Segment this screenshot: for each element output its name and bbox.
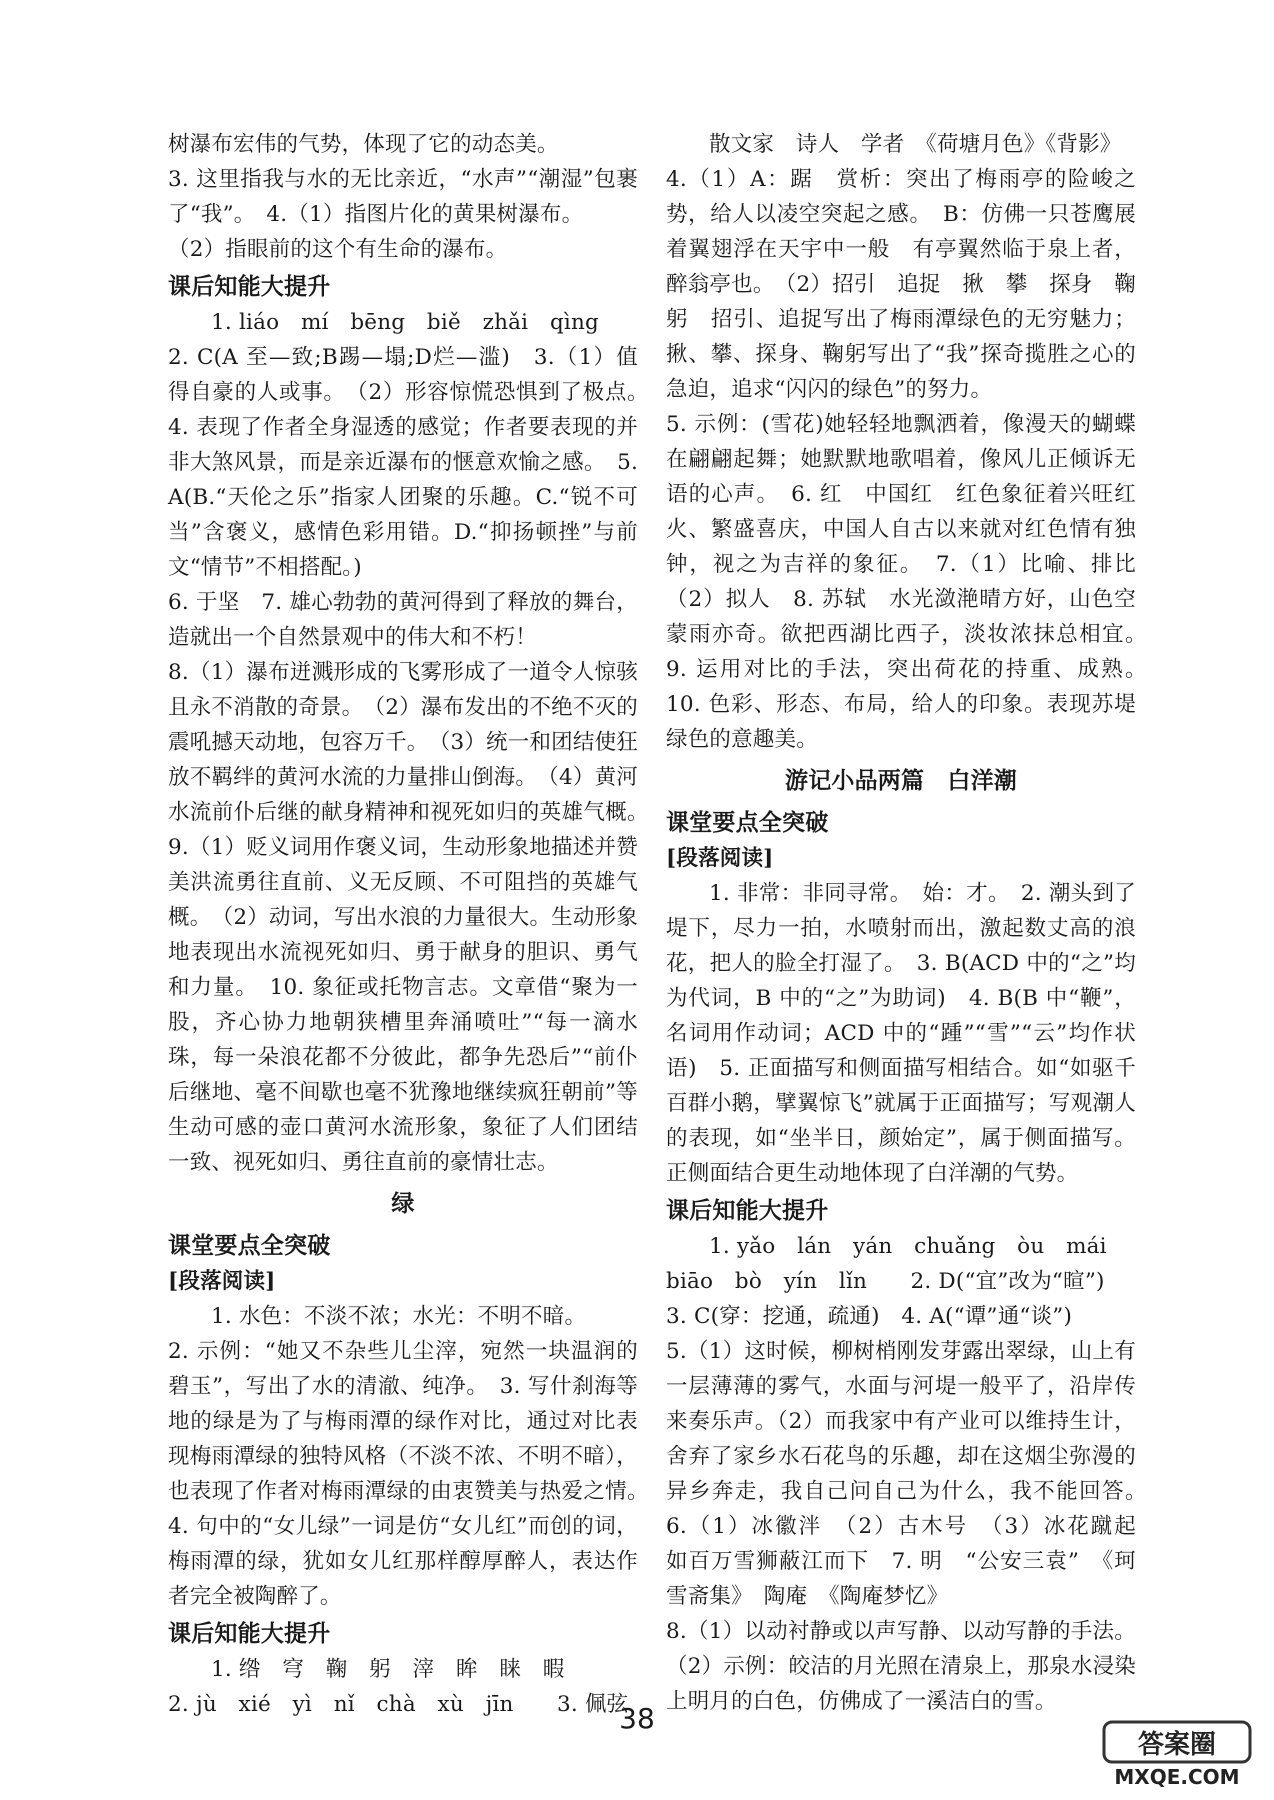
page-number: 38 bbox=[619, 1702, 655, 1735]
answer-paragraph: 3. 这里指我与水的无比亲近，“水声”“潮湿”包裹了“我”。 4.（1）指图片化的黄果树瀑布。 bbox=[168, 167, 638, 227]
section-heading: 课后知能大提升 bbox=[666, 1198, 829, 1224]
answer-paragraph: 1. 绺 穹 鞠 躬 滓 眸 睐 暇 bbox=[211, 1657, 565, 1682]
answer-paragraph: biāo bò yín lǐn 2. D(“宜”改为“暄”) bbox=[666, 1269, 1105, 1294]
answer-paragraph: 4.（1）A：踞 赏析：突出了梅雨亭的险峻之势，给人以凌空突起之感。 B：仿佛一只苍鹰展着翼翅浮在天宇中一般 有亭翼然临于泉上者，醉翁亭也。 （2）招引 追捉 揪 攀 探身 鞠躬 招引、追捉写出了梅雨潭绿色的无穷魅力；揪、攀、探身、鞠躬写出了“我”探奇揽胜之心的急迫，追求“闪闪的绿色”的努力。 bbox=[666, 167, 1136, 402]
answer-paragraph: 2. jù xié yì nǐ chà xù jīn 3. 佩弦 bbox=[168, 1692, 629, 1717]
answer-paragraph: 1. liáo mí bēng biě zhǎi qìng bbox=[211, 310, 600, 335]
answer-paragraph: 散文家 诗人 学者 《荷塘月色》《背影》 bbox=[709, 132, 1122, 157]
answer-paragraph: 1. 水色：不淡不浓；水光：不明不暗。 bbox=[211, 1304, 587, 1329]
answer-paragraph: 2. C(A 至—致;B踢—塌;D烂—滥) 3.（1）值得自豪的人或事。 （2）形容惊慌恐惧到了极点。 4. 表现了作者全身湿透的感觉；作者要表现的并非大煞风景，而是亲近瀑布的惬意欢愉之感。 5. A(B.“天伦之乐”指家人团聚的乐趣。C.“锐不可当”含褒义，感情色彩用错。D.“抑扬顿挫”与前文“情节”不相搭配。) bbox=[168, 345, 660, 580]
answer-paragraph: 5. 示例：(雪花)她轻轻地飘洒着，像漫天的蝴蝶在翩翩起舞；她默默地歌唱着，像风儿正倾诉无语的心声。 6. 红 中国红 红色象征着兴旺红火、繁盛喜庆，中国人自古以来就对红色情有独钟，视之为吉祥的象征。 7.（1）比喻、排比 （2）拟人 8. 苏轼 水光潋滟晴方好，山色空蒙雨亦奇。欲把西湖比西子，淡妆浓抹总相宜。 9. 运用对比的手法，突出荷花的持重、成熟。 10. 色彩、形态、布局，给人的印象。表现苏堤绿色的意趣美。 bbox=[666, 412, 1158, 752]
watermark-top-text: 答案圈 bbox=[1137, 1730, 1217, 1760]
section-heading: 课堂要点全突破 bbox=[168, 1233, 331, 1259]
answer-paragraph: 3. C(穿：挖通，疏通) 4. A(“谭”通“谈”) bbox=[666, 1304, 1073, 1329]
answer-paragraph: 8.（1）以动衬静或以声写静、以动写静的手法。（2）示例：皎洁的月光照在清泉上，那泉水浸染上明月的白色，仿佛成了一溪洁白的雪。 bbox=[666, 1619, 1136, 1714]
section-heading: 课后知能大提升 bbox=[168, 274, 331, 300]
subsection-tag: [段落阅读] bbox=[168, 1269, 276, 1294]
answer-paragraph: 5.（1）这时候，柳树梢刚发芽露出翠绿，山上有一层薄薄的雾气，水面与河堤一般平了，沿岸传来奏乐声。（2）而我家中有产业可以维持生计，舍弃了家乡水石花鸟的乐趣，却在这烟尘弥漫的异乡奔走，我自己问自己为什么，我不能回答。 6.（1）冰徽泮 （2）古木号 （3）冰花蹴起 如百万雪狮蔽江而下 7. 明 “公安三袁” 《珂雪斋集》 陶庵 《陶庵梦忆》 bbox=[666, 1339, 1158, 1609]
section-heading: 课堂要点全突破 bbox=[666, 810, 829, 836]
answer-paragraph: 1. 非常：非同寻常。 始：才。 2. 潮头到了堤下，尽力一拍，水喷射而出，激起数丈高的浪花，把人的脸全打湿了。 3. B(ACD 中的“之”均为代词，B 中的“之”为助词) 4. B(B 中“鞭”，名词用作动词；ACD 中的“踵”“雪”“云”均作状语) 5. 正面描写和侧面描写相结合。如“如驱千百群小鹅，擘翼惊飞”就属于正面描写；写观潮人的表现，如“坐半日，颜始定”，属于侧面描写。正侧面结合更生动地体现了白洋潮的气势。 bbox=[666, 881, 1136, 1186]
watermark-bottom-text: MXQE.COM bbox=[1114, 1765, 1240, 1789]
answer-paragraph: 2. 示例：“她又不杂些儿尘滓，宛然一块温润的碧玉”，写出了水的清澈、纯净。 3. 写什刹海等地的绿是为了与梅雨潭的绿作对比，通过对比表现梅雨潭绿的独特风格（不淡不浓、不明不暗），也表现了作者对梅雨潭绿的由衷赞美与热爱之情。 4. 句中的“女儿绿”一词是仿“女儿红”而创的词，梅雨潭的绿，犹如女儿红那样醇厚醉人，表达作者完全被陶醉了。 bbox=[168, 1339, 660, 1609]
section-heading: 课后知能大提升 bbox=[168, 1621, 331, 1647]
subsection-tag: [段落阅读] bbox=[666, 846, 774, 871]
answer-paragraph: 树瀑布宏伟的气势，体现了它的动态美。 bbox=[168, 132, 559, 157]
answer-paragraph: 1. yǎo lán yán chuǎng òu mái bbox=[709, 1234, 1107, 1259]
lesson-title: 游记小品两篇 白洋潮 bbox=[785, 768, 1017, 794]
answer-paragraph: 8.（1）瀑布迸溅形成的飞雾形成了一道令人惊骇且永不消散的奇景。 （2）瀑布发出的不绝不灭的震吼撼天动地，包容万千。 （3）统一和团结使狂放不羁绊的黄河水流的力量排山倒海。 （4）黄河水流前仆后继的献身精神和视死如归的英雄气概。 9.（1）贬义词用作褒义词，生动形象地描述并赞美洪流勇往直前、义无反顾、不可阻挡的英雄气概。 （2）动词，写出水浪的力量很大。生动形象地表现出水流视死如归、勇于献身的胆识、勇气和力量。 10. 象征或托物言志。文章借“聚为一股，齐心协力地朝狭槽里奔涌喷吐”“每一滴水珠，每一朵浪花都不分彼此，都争先恐后”“前仆后继地、毫不间歇也毫不犹豫地继续疯狂朝前”等生动可感的壶口黄河水流形象，象征了人们团结一致、视死如归、勇往直前的豪情壮志。 bbox=[168, 660, 660, 1175]
answer-paragraph: 6. 于坚 7. 雄心勃勃的黄河得到了释放的舞台，造就出一个自然景观中的伟大和不朽！ bbox=[168, 590, 638, 650]
watermark-logo bbox=[1102, 1720, 1252, 1790]
lesson-title: 绿 bbox=[391, 1191, 415, 1217]
answer-paragraph: （2）指眼前的这个有生命的瀑布。 bbox=[168, 237, 508, 262]
right-column bbox=[666, 127, 1158, 1719]
